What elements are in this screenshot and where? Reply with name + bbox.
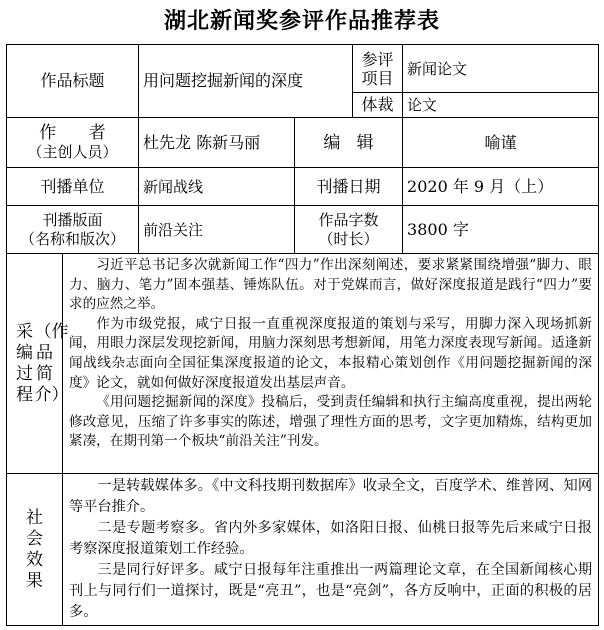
process-label-col1: 采编过程 xyxy=(16,321,33,405)
wordcount-label-line1: 作品字数 xyxy=(318,210,379,229)
effect-paragraph: 一是转载媒体多。《中文科技期刊数据库》收录全文，百度学术、维普网、知网等平台推介。 xyxy=(69,478,593,515)
editor-label: 编 辑 xyxy=(295,118,403,168)
row-process xyxy=(7,254,599,474)
date-value: 2020 年 9 月（上） xyxy=(403,168,599,206)
date-label: 刊播日期 xyxy=(295,168,403,206)
publisher-value: 新闻战线 xyxy=(139,168,295,206)
process-paragraph: 作为市级党报，咸宁日报一直重视深度报道的策划与采写，用脚力深入现场抓新闻，用眼力深层发现挖新闻，用脑力深刻思考想新闻，用笔力深度表现写新闻。适逢新闻战线杂志面向全国征集深度报道的论文，本报精心策划创作《用问题挖掘新闻的深度》论文，就如何做好深度报道发出基层声音。 xyxy=(69,315,593,391)
effect-content xyxy=(63,474,599,626)
editor-value: 喻谨 xyxy=(403,118,599,168)
genre-value: 论文 xyxy=(403,93,599,118)
row-publisher xyxy=(7,168,599,206)
section-label-line1: 刊播版面 xyxy=(42,210,103,229)
author-label-line1: 作 者 xyxy=(39,122,106,143)
author-label-line2: （主创人员） xyxy=(27,142,118,161)
process-label xyxy=(7,254,69,474)
work-title-value: 用问题挖掘新闻的深度 xyxy=(139,45,353,118)
process-paragraph: 习近平总书记多次就新闻工作“四力”作出深刻阐述，要求紧紧围绕增强“脚力、眼力、脑力、笔力”固本强基、锤炼队伍。对于党媒而言，做好深度报道是践行“四力”要求的应然之举。 xyxy=(69,257,593,313)
effect-label-col: 社会效果 xyxy=(26,507,43,591)
row-effect xyxy=(7,474,599,626)
effect-paragraph: 三是同行好评多。咸宁日报每年注重推出一两篇理论文章，在全国新闻核心期刊上与同行们一道探讨，既是“亮丑”，也是“亮剑”，各方反响中，正面的积极的居多。 xyxy=(69,562,593,620)
document-title: 湖北新闻奖参评作品推荐表 xyxy=(163,8,440,34)
row-section xyxy=(7,206,599,254)
process-content xyxy=(63,254,599,474)
author-label xyxy=(7,118,139,168)
category-value: 新闻论文 xyxy=(403,45,599,93)
wordcount-label-line2: （时长） xyxy=(318,229,379,248)
row-author xyxy=(7,118,599,168)
row-work-title xyxy=(7,45,599,93)
genre-label: 体裁 xyxy=(353,93,403,118)
section-value: 前沿关注 xyxy=(139,206,295,254)
work-title-label: 作品标题 xyxy=(7,45,139,118)
recommendation-table xyxy=(6,44,599,626)
category-label: 参评项目 xyxy=(353,45,403,93)
wordcount-label xyxy=(295,206,403,254)
effect-label xyxy=(7,474,63,626)
section-label-line2: （名称和版次） xyxy=(20,229,126,248)
effect-paragraph: 二是专题考察多。省内外多家媒体，如洛阳日报、仙桃日报等先后来咸宁日报考察深度报道策划工作经验。 xyxy=(69,520,593,557)
process-label-col2: （作品简介） xyxy=(34,321,69,405)
author-value: 杜先龙 陈新马丽 xyxy=(139,118,295,168)
publisher-label: 刊播单位 xyxy=(7,168,139,206)
wordcount-value: 3800 字 xyxy=(403,206,599,254)
section-label xyxy=(7,206,139,254)
process-paragraph: 《用问题挖掘新闻的深度》投稿后，受到责任编辑和执行主编高度重视，提出两轮修改意见，压缩了许多事实的陈述，增强了理性方面的思考，文字更加精炼，结构更加紧凑，在期刊第一个板块“前沿关注”刊发。 xyxy=(69,394,593,450)
